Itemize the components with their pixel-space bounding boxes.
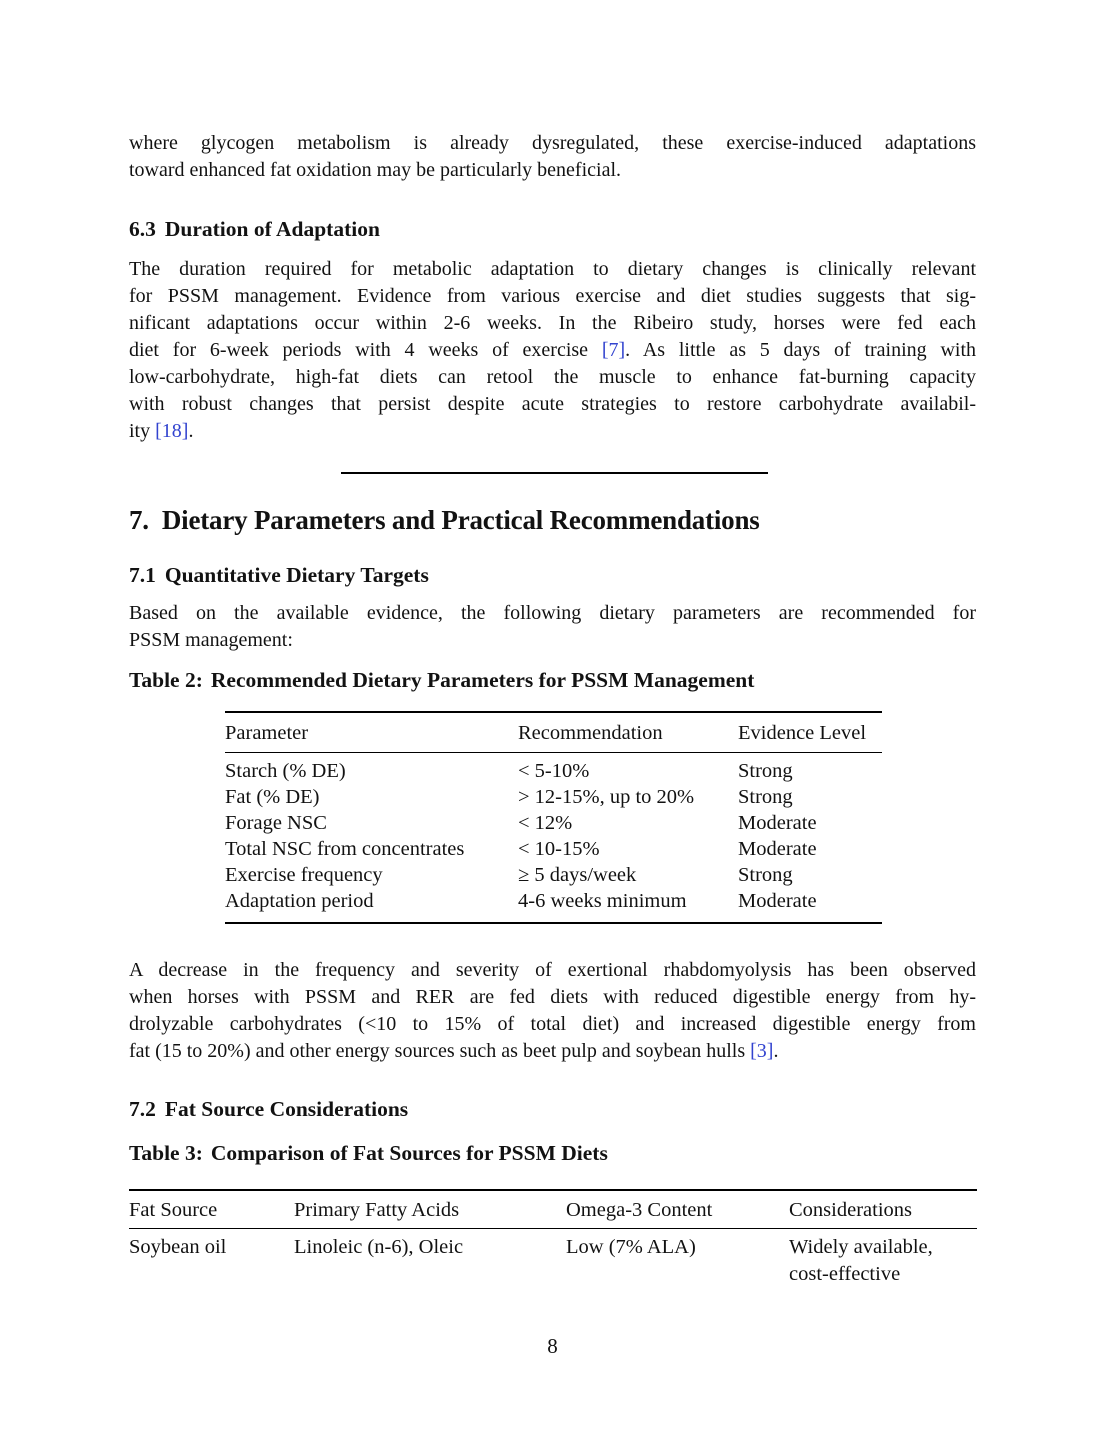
- table-cell: [518, 758, 738, 784]
- table-header-row: [225, 713, 882, 752]
- text-line: with robust changes that persist despite acute strategies to restore carbohydrate availabil-: [129, 393, 976, 415]
- text-line: where glycogen metabolism is already dysregulated, these exercise-induced adaptations: [129, 132, 976, 154]
- table-cell-line: > 12-15%, up to 20%: [518, 786, 695, 808]
- text-line: A decrease in the frequency and severity of exertional rhabdomyolysis has been observed: [129, 959, 976, 981]
- text-line: Based on the available evidence, the following dietary parameters are recommended for: [129, 602, 976, 624]
- table-cell-line: ≥ 5 days/week: [518, 864, 637, 886]
- subsection-heading-7-1: [129, 562, 976, 588]
- table-cell-line: Soybean oil: [129, 1236, 227, 1258]
- section-title: Quantitative Dietary Targets: [164, 563, 429, 587]
- table-row: [225, 810, 882, 836]
- table-cell: [225, 836, 518, 862]
- subsection-heading-6-3: [129, 216, 976, 242]
- section-title: Duration of Adaptation: [164, 217, 380, 241]
- table-cell-line: 4-6 weeks minimum: [518, 890, 687, 912]
- section-title: Fat Source Considerations: [164, 1097, 409, 1121]
- subsection-heading-7-2: [129, 1096, 976, 1122]
- table-cell: [738, 758, 882, 784]
- text-line: low-carbohydrate, high-fat diets can retool the muscle to enhance fat-burning capacity: [129, 366, 976, 388]
- table-2: [225, 711, 882, 924]
- section-number: 7.2: [129, 1097, 156, 1121]
- section-number: 6.3: [129, 217, 156, 241]
- text-line: when horses with PSSM and RER are fed diets with reduced digestible energy from hy-: [129, 986, 976, 1008]
- table-cell: [738, 784, 882, 810]
- table-cell: [294, 1234, 566, 1288]
- table-cell: [518, 784, 738, 810]
- body-paragraph: [129, 130, 976, 184]
- table-cell: [738, 810, 882, 836]
- text-line: fat (15 to 20%) and other energy sources such as beet pulp and soybean hulls [3].: [129, 1040, 779, 1062]
- table-cell: [738, 862, 882, 888]
- table-row: [129, 1234, 977, 1288]
- table-cell: [225, 784, 518, 810]
- section-divider-rule: [341, 472, 768, 474]
- text-line: PSSM management:: [129, 629, 293, 651]
- text-line: The duration required for metabolic adaptation to dietary changes is clinically relevant: [129, 258, 976, 280]
- table-row: [225, 862, 882, 888]
- section-number: 7.1: [129, 563, 156, 587]
- table-cell: [225, 862, 518, 888]
- table-cell-line: Widely available,: [789, 1236, 933, 1258]
- table-cell: [789, 1234, 977, 1288]
- page-number: 8: [547, 1334, 558, 1358]
- table-column-header: Considerations: [789, 1198, 912, 1221]
- text-line: toward enhanced fat oxidation may be particularly beneficial.: [129, 159, 622, 181]
- text-line: drolyzable carbohydrates (<10 to 15% of total diet) and increased digestible energy from: [129, 1013, 976, 1035]
- text-line: for PSSM management. Evidence from various exercise and diet studies suggests that sig-: [129, 285, 976, 307]
- table-cell: [738, 836, 882, 862]
- body-paragraph: [129, 256, 976, 445]
- citation-link[interactable]: [3]: [750, 1040, 774, 1062]
- table-cell-line: < 5-10%: [518, 760, 590, 782]
- table-cell: [225, 888, 518, 914]
- caption-label: Table 2:: [129, 668, 203, 692]
- table-cell: [738, 888, 882, 914]
- table-row: [225, 784, 882, 810]
- citation-link[interactable]: [18]: [155, 420, 189, 442]
- table-cell-line: Linoleic (n-6), Oleic: [294, 1236, 464, 1258]
- body-paragraph: [129, 957, 976, 1065]
- table-bottom-rule: [225, 922, 882, 924]
- table-cell-line: Forage NSC: [225, 812, 327, 834]
- table3-caption: [129, 1140, 976, 1166]
- table-cell-line: < 10-15%: [518, 838, 600, 860]
- table-cell: [225, 810, 518, 836]
- table-cell-line: Strong: [738, 786, 793, 808]
- table-cell-line: Low (7% ALA): [566, 1236, 696, 1258]
- table-cell: [129, 1234, 294, 1288]
- section-heading-7: [129, 504, 976, 536]
- table-cell-line: < 12%: [518, 812, 573, 834]
- table-column-header: Evidence Level: [738, 721, 867, 744]
- table-cell-line: Fat (% DE): [225, 786, 320, 808]
- table2-caption: [129, 667, 976, 693]
- table-cell-line: Exercise frequency: [225, 864, 383, 886]
- table-column-header: Primary Fatty Acids: [294, 1198, 460, 1221]
- table-cell: [518, 888, 738, 914]
- caption-label: Table 3:: [129, 1141, 203, 1165]
- table-row: [225, 758, 882, 784]
- table-header-row: [129, 1191, 977, 1228]
- table-row: [225, 836, 882, 862]
- table-cell: [518, 810, 738, 836]
- section-number: 7.: [129, 505, 149, 535]
- table-column-header: Parameter: [225, 721, 309, 744]
- table-cell-line: Moderate: [738, 838, 817, 860]
- table-cell: [566, 1234, 789, 1288]
- table-cell-line: Strong: [738, 864, 793, 886]
- table-cell: [518, 862, 738, 888]
- table-cell-line: Starch (% DE): [225, 760, 346, 782]
- table-cell-line: Total NSC from concentrates: [225, 838, 465, 860]
- table-column-header: Omega-3 Content: [566, 1198, 713, 1221]
- table-cell: [518, 836, 738, 862]
- table-column-header: Recommendation: [518, 721, 663, 744]
- table-3: [129, 1189, 977, 1288]
- table-cell-line: Adaptation period: [225, 890, 374, 912]
- text-line: diet for 6-week periods with 4 weeks of exercise [7]. As little as 5 days of training with: [129, 339, 977, 361]
- caption-text: Comparison of Fat Sources for PSSM Diets: [210, 1141, 608, 1165]
- table-body: [129, 1229, 977, 1288]
- caption-text: Recommended Dietary Parameters for PSSM Management: [210, 668, 755, 692]
- text-line: nificant adaptations occur within 2-6 weeks. In the Ribeiro study, horses were fed each: [129, 312, 976, 334]
- table-cell: [225, 758, 518, 784]
- table-body: [225, 753, 882, 922]
- table-cell-line: Moderate: [738, 812, 817, 834]
- body-paragraph: [129, 600, 976, 654]
- text-line: ity [18].: [129, 420, 194, 442]
- table-cell-line: Strong: [738, 760, 793, 782]
- section-title: Dietary Parameters and Practical Recommendations: [161, 505, 760, 535]
- table-row: [225, 888, 882, 914]
- table-cell-line: Moderate: [738, 890, 817, 912]
- citation-link[interactable]: [7]: [601, 339, 626, 361]
- table-cell-line: cost-effective: [789, 1263, 901, 1285]
- table-column-header: Fat Source: [129, 1198, 218, 1221]
